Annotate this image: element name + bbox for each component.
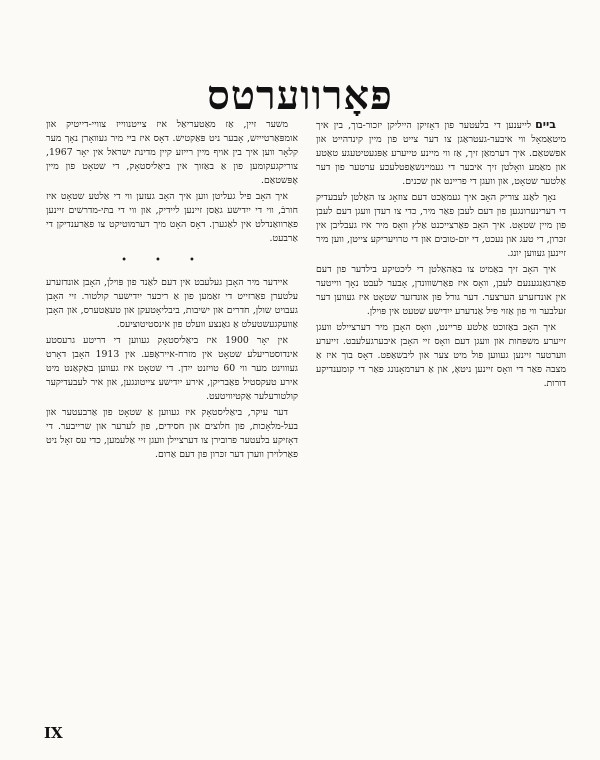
left-paragraph: איך האָב פיל געליטן ווען איך האָב געזען ווי די אַלטע שטאָט איז חורבֿ, ווי די ייִדישע גאַסן זיינען ליידיק, און ווי די בתּי-מדרשים זיינען פאַרוואַנדלט אין לאַגערן. דאָס האָט מיך דערמוטיקט צו פאַרענדיקן די אַרבעט.: [46, 191, 298, 244]
left-paragraph: דער עיקר, ביאַליסטאָק איז געווען אַ שטאָט פון אַרבעטער און בעל-מלאָכות, פון חלוצים און חסידים, פון לערער און שרייבער. די דאָזיקע בלעטער פרובירן צו דערציילן וועגן זיי אַלעמען, כדי עס זאָל ניט פאַרלוירן ווערן דער זכּרון פון דעם אַרום.: [46, 407, 298, 460]
left-paragraph: משער זיין, אַז מאַטעריאַל איז צייטנווייז צוויי-דייטיק און אומפּאַרטיייִש, אָבער ניט פּאַקטיש. דאָס איז ביי מיר געוואָרן נאָך מער קלאָר ווען איך בין אויף מיין רייזע קיין מדינת ישראל אין יאָר 1967, צוריקגעקומען פון אַ באַזוך אין ביאַליסטאָק, די שטאָט פון מיין אָפּשטאַם.: [46, 119, 298, 186]
right-paragraph: נאָך לאַנג צוריק האָב איך געמאַכט דעם צוזאָג צו האַלטן לעבעדיק די דערינערונגען פון דעם לעבן פאַר מיר, כדי צו רעדן וועגן דעם לעבן פון מיין שטאָט. איך האָב פאַרצייכנט אַלץ וואָס מיר איז געבליבן אין זכּרון, די טעג און נעכט, די יום-טובים און די טרויעריקע צייטן, ווען מיר זיינען געווען יונג.: [316, 192, 566, 259]
left-paragraph: אין יאָר 1900 איז ביאַליסטאָק געווען די דריטע גרעסטע אינדוסטריעלע שטאָט אין מזרח-אייראָפּע. אין 1913 האָבן דאָרט געוווינט מער ווי 60 טויזנט ייִדן. די שטאָט איז געווען באַקאַנט מיט אירע טעקסטיל פאַבריקן, אירע ייִדישע צייטונגען, און איר לעבעדיקער קולטורעלער אַקטיוויטעט.: [46, 335, 298, 402]
lead-word: ביים: [535, 118, 556, 131]
page-number: IX: [44, 724, 63, 742]
left-column: [46, 118, 298, 718]
right-paragraph: איך האָב זיך באַמיט צו באַהאַלטן די ליכטיקע בילדער פון דעם פאַרגאַנגענעם לעבן, וואָס איז פאַרשווונדן, אָבער לעבט נאָך ווייטער אין אונדזערע הערצער. דער גורל פון אונדזער שטאָט איז געווען דער זעלבער ווי פון אַזוי פיל אַנדערע ייִדישע שטעט אין פּוילן.: [316, 264, 566, 317]
left-paragraph: איידער מיר האָבן געלעבט אין דעם לאַנד פון פּוילן, האָבן אונדזערע עלטערן פאַרזייט די זאַמען פון אַ ריכער ייִדישער קולטור. זיי האָבן געבויט שולן, חדרים און ישיבות, ביבליאָטעקן און טעאַטערס, און האָבן אַוועקגעשטעלט אַ גאַנצע וועלט פון אינסטיטוציעס.: [46, 277, 298, 330]
right-column: [316, 118, 566, 718]
page-title: פאָרווערטס: [207, 72, 393, 119]
right-paragraph: איך האָב באַזוכט אַלטע פריינט, וואָס האָבן מיר דערציילט וועגן זייערע משפּחות און וועגן דעם וואָס זיי האָבן איבערגעלעבט. זייערע ווערטער זיינען געווען פול מיט צער און ליבשאַפט. דאָס בוך איז אַ מצבה פאַר די וואָס זיינען ניטאָ, און אַ דערמאָנונג פאַר די קומענדיקע דורות.: [316, 322, 566, 389]
right-paragraph: בייםלייענען די בלעטער פון דאָזיקן הייליקן יזכור-בוך, בין איך מיטאַמאָל ווי איבער-געטראַגן צו דער צייט פון מיין קינדהייט און אפשטאַם. איך דערמאַן זיך, אַז ווי מיינע טייערע אַפּגעטיטעגע טאַטע און מאַמע וואָלטן זיך איבער די געמיינשאַפטלעכע ערטער פון דער אַלטער שטאָט, און וועגן די פריינט און שכנים.: [316, 118, 566, 187]
section-separator: •••: [121, 255, 223, 266]
